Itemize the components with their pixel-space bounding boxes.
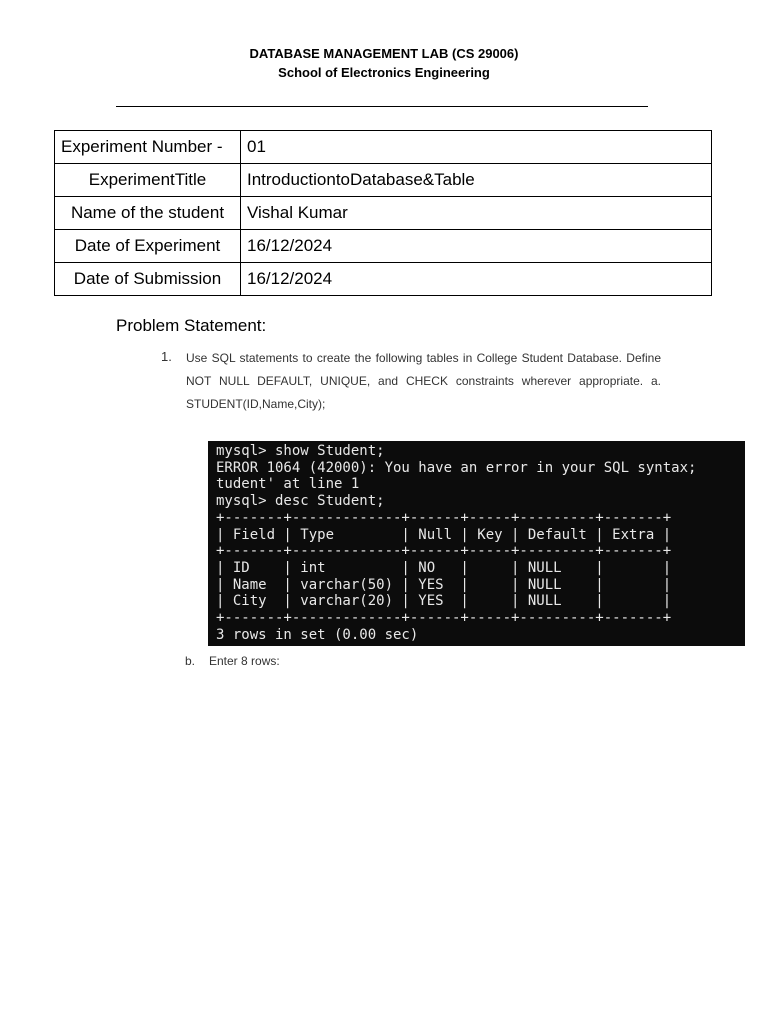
experiment-info-table (54, 130, 712, 296)
problem-subitem-text: Enter 8 rows: (209, 654, 280, 668)
submission-date-label: Date of Submission (55, 263, 241, 296)
submission-date-value: 16/12/2024 (241, 263, 712, 296)
table-row (55, 230, 712, 263)
header-divider (116, 96, 648, 107)
experiment-number-label: Experiment Number - (55, 131, 241, 164)
table-row (55, 131, 712, 164)
experiment-title-value: IntroductiontoDatabase&Table (241, 164, 712, 197)
list-item-number: b. (185, 654, 196, 668)
course-title: DATABASE MANAGEMENT LAB (CS 29006) (249, 46, 519, 61)
problem-statement-heading: Problem Statement: (116, 316, 267, 335)
table-row (55, 164, 712, 197)
terminal-output: mysql> show Student; ERROR 1064 (42000): You have an error in your SQL syntax; tudent' at line 1 mysql> desc Student; +-------+-------------+------+-----+---------+-------+ | Field | Type | Null | Key | Default | Extra | +-------+-------------+------+-----+---------+-------+ | ID | int | NO | | NULL | | | Name | varchar(50) | YES | | NULL | | | City | varchar(20) | YES | | NULL | | +-------+-------------+------+-----+---------+-------+ 3 rows in set (0.00 sec) (216, 443, 697, 643)
experiment-date-value: 16/12/2024 (241, 230, 712, 263)
document-header (0, 44, 768, 82)
experiment-number-value: 01 (241, 131, 712, 164)
student-name-label: Name of the student (55, 197, 241, 230)
experiment-title-label: ExperimentTitle (55, 164, 241, 197)
table-row (55, 197, 712, 230)
experiment-date-label: Date of Experiment (55, 230, 241, 263)
list-item-number: 1. (161, 349, 172, 364)
school-name: School of Electronics Engineering (278, 65, 490, 80)
table-row (55, 263, 712, 296)
student-name-value: Vishal Kumar (241, 197, 712, 230)
problem-item-text: Use SQL statements to create the following tables in College Student Database. Define NOT NULL DEFAULT, UNIQUE, and CHECK constraints wherever appropriate. a. STUDENT(ID,Name,City); (186, 351, 661, 411)
terminal-screenshot (208, 441, 745, 646)
